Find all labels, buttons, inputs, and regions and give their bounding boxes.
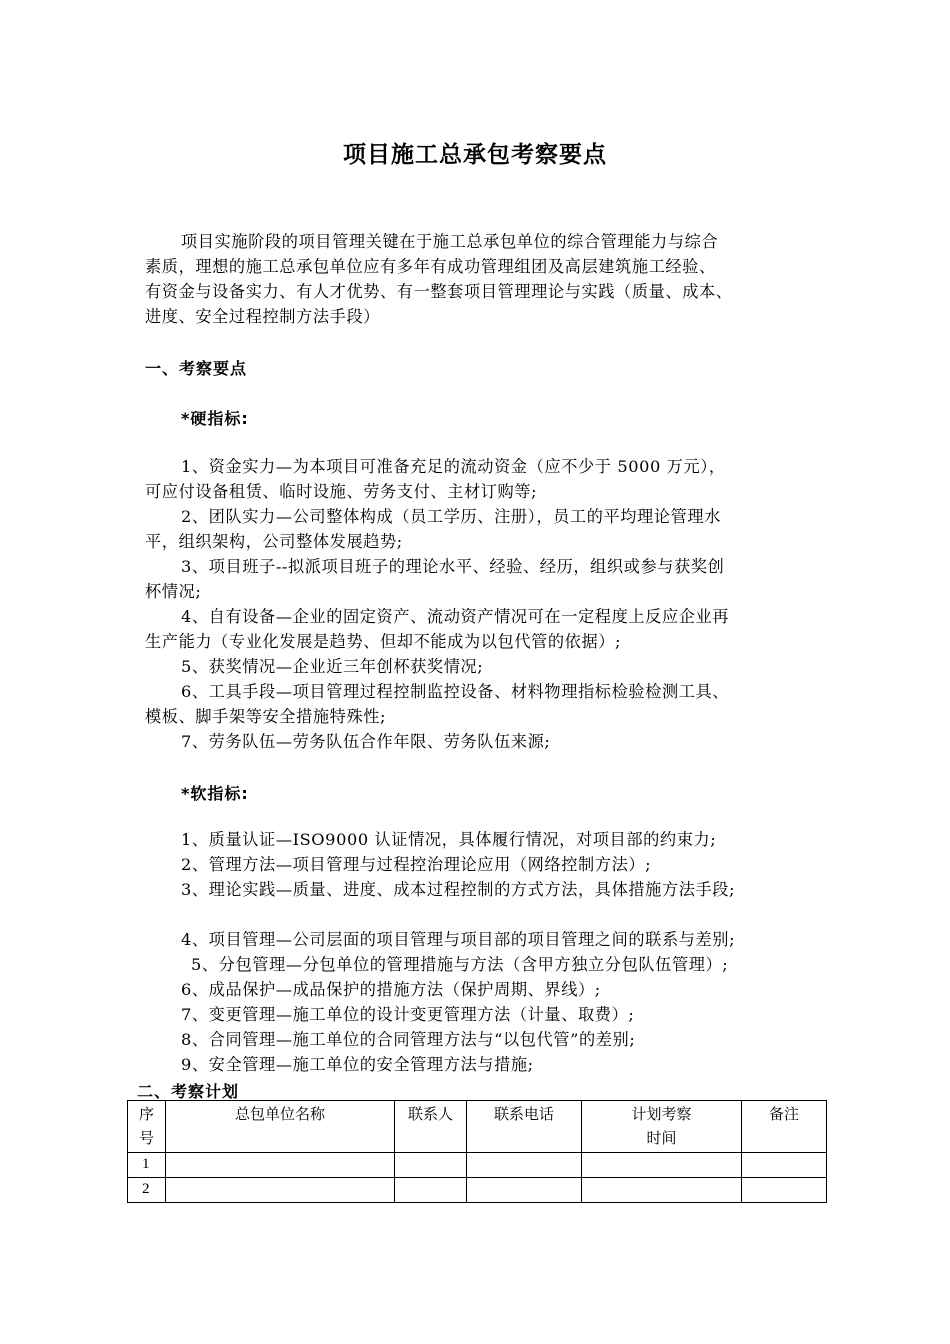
header-planned-time	[582, 1101, 742, 1153]
hard-indicator-line: 7、劳务队伍—劳务队伍合作年限、劳务队伍来源;	[181, 732, 551, 751]
header-contractor-name	[166, 1101, 395, 1153]
header-text: 号	[138, 1129, 154, 1147]
table-header-row	[128, 1101, 827, 1153]
header-text: 联系人	[407, 1105, 453, 1123]
table-cell-seq: 1	[128, 1153, 166, 1178]
table-cell	[166, 1153, 395, 1178]
table-cell	[742, 1153, 827, 1178]
table-cell	[395, 1153, 467, 1178]
header-phone	[467, 1101, 582, 1153]
hard-indicator-line: 6、工具手段—项目管理过程控制监控设备、材料物理指标检验检测工具、	[181, 682, 730, 701]
header-text: 序	[138, 1105, 154, 1123]
soft-indicator-line: 6、成品保护—成品保护的措施方法（保护周期、界线）;	[181, 980, 601, 999]
table-cell	[395, 1178, 467, 1203]
header-seq	[128, 1101, 166, 1153]
soft-indicator-line: 1、质量认证—ISO9000 认证情况，具体履行情况，对项目部的约束力;	[181, 830, 717, 849]
table-cell	[582, 1153, 742, 1178]
hard-indicator-line: 5、获奖情况—企业近三年创杯获奖情况;	[181, 657, 484, 676]
header-text: 备注	[768, 1105, 799, 1123]
table-cell	[582, 1178, 742, 1203]
table-row	[128, 1153, 827, 1178]
hard-indicator-line: 4、自有设备—企业的固定资产、流动资产情况可在一定程度上反应企业再	[181, 607, 730, 626]
intro-line: 素质，理想的施工总承包单位应有多年有成功管理组团及高层建筑施工经验、	[145, 257, 716, 276]
hard-indicator-line: 模板、脚手架等安全措施特殊性;	[145, 707, 387, 726]
header-contact-person	[395, 1101, 467, 1153]
subsection-heading: *硬指标:	[181, 409, 249, 428]
table-cell	[467, 1153, 582, 1178]
intro-line: 进度、安全过程控制方法手段）	[145, 307, 381, 326]
table-cell	[166, 1178, 395, 1203]
soft-indicator-line: 4、项目管理—公司层面的项目管理与项目部的项目管理之间的联系与差别;	[181, 930, 736, 949]
hard-indicator-line: 3、项目班子--拟派项目班子的理论水平、经验、经历，组织或参与获奖创	[181, 557, 725, 576]
hard-indicator-line: 生产能力（专业化发展是趋势、但却不能成为以包代管的依据）;	[145, 632, 622, 651]
page-title: 项目施工总承包考察要点	[343, 142, 607, 168]
hard-indicator-line: 2、团队实力—公司整体构成（员工学历、注册），员工的平均理论管理水	[181, 507, 721, 526]
hard-indicator-line: 杯情况;	[145, 582, 202, 601]
header-text: 联系电话	[493, 1105, 554, 1123]
section-heading: 二、考察计划	[137, 1082, 240, 1101]
table-row	[128, 1178, 827, 1203]
table-cell-seq: 2	[128, 1178, 166, 1203]
inspection-plan-table	[127, 1100, 827, 1203]
header-text: 总包单位名称	[234, 1105, 325, 1123]
soft-indicator-line: 7、变更管理—施工单位的设计变更管理方法（计量、取费）;	[181, 1005, 635, 1024]
soft-indicator-line: 5、分包管理—分包单位的管理措施与方法（含甲方独立分包队伍管理）;	[191, 955, 729, 974]
hard-indicator-line: 1、资金实力—为本项目可准备充足的流动资金（应不少于 5000 万元），	[181, 457, 726, 476]
section-heading: 一、考察要点	[145, 359, 248, 378]
header-text: 时间	[646, 1129, 677, 1147]
soft-indicator-line: 3、理论实践—质量、进度、成本过程控制的方式方法，具体措施方法手段;	[181, 880, 736, 899]
header-remarks	[742, 1101, 827, 1153]
subsection-heading: *软指标:	[181, 784, 249, 803]
soft-indicator-line: 9、安全管理—施工单位的安全管理方法与措施;	[181, 1055, 534, 1074]
soft-indicator-line: 2、管理方法—项目管理与过程控治理论应用（网络控制方法）;	[181, 855, 652, 874]
table-cell	[467, 1178, 582, 1203]
soft-indicator-line: 8、合同管理—施工单位的合同管理方法与“以包代管”的差别;	[181, 1030, 636, 1049]
intro-line: 项目实施阶段的项目管理关键在于施工总承包单位的综合管理能力与综合	[181, 232, 719, 251]
header-text: 计划考察	[631, 1105, 692, 1123]
hard-indicator-line: 平，组织架构，公司整体发展趋势;	[145, 532, 403, 551]
hard-indicator-line: 可应付设备租赁、临时设施、劳务支付、主材订购等;	[145, 482, 538, 501]
intro-line: 有资金与设备实力、有人才优势、有一整套项目管理理论与实践（质量、成本、	[145, 282, 733, 301]
table-cell	[742, 1178, 827, 1203]
